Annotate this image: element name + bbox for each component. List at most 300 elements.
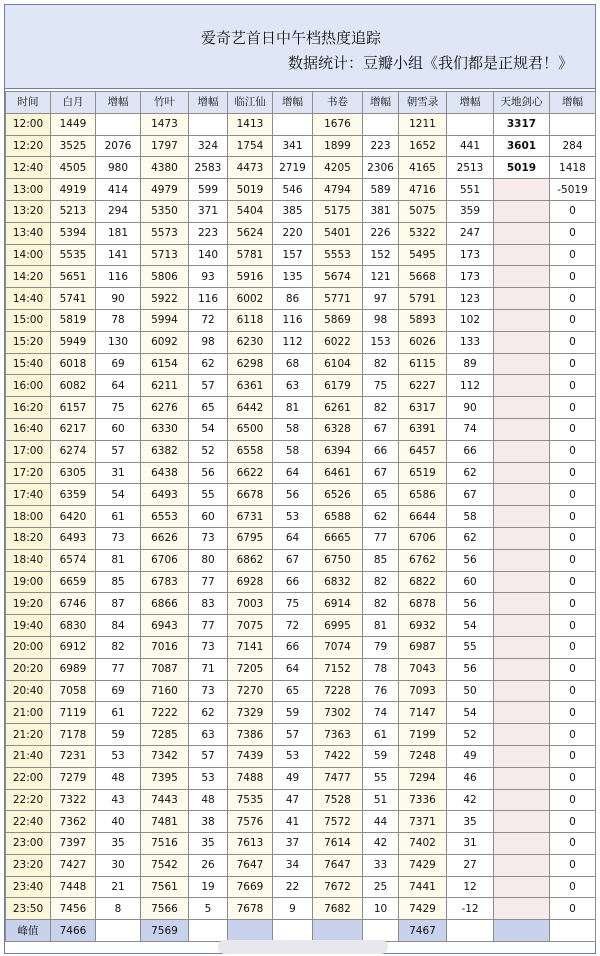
value-cell <box>494 636 550 658</box>
value-cell: 4794 <box>313 179 363 201</box>
value-cell <box>494 767 550 789</box>
value-cell: 58 <box>447 506 494 528</box>
value-cell: 53 <box>273 745 313 767</box>
value-cell: 9 <box>273 898 313 920</box>
value-cell: 97 <box>363 288 399 310</box>
table-row <box>6 506 596 528</box>
value-cell: 589 <box>363 179 399 201</box>
value-cell: 5553 <box>313 244 363 266</box>
table-row <box>6 811 596 833</box>
value-cell: 1413 <box>228 113 273 135</box>
value-cell: 0 <box>550 375 596 397</box>
value-cell: 65 <box>189 397 228 419</box>
value-cell: 56 <box>447 593 494 615</box>
value-cell: 2306 <box>363 157 399 179</box>
value-cell <box>494 571 550 593</box>
value-cell: 4505 <box>51 157 96 179</box>
value-cell: 6588 <box>313 506 363 528</box>
value-cell: 6230 <box>228 331 273 353</box>
value-cell: 5893 <box>399 309 447 331</box>
value-cell: 6574 <box>51 549 96 571</box>
value-cell: 2719 <box>273 157 313 179</box>
value-cell: 371 <box>189 200 228 222</box>
value-cell: 223 <box>363 135 399 157</box>
value-cell: 6420 <box>51 506 96 528</box>
value-cell: 7572 <box>313 811 363 833</box>
value-cell: 6928 <box>228 571 273 593</box>
watermark <box>218 940 388 954</box>
value-cell: 7003 <box>228 593 273 615</box>
time-cell: 16:40 <box>6 418 51 440</box>
value-cell <box>494 179 550 201</box>
value-cell <box>494 898 550 920</box>
time-cell: 20:40 <box>6 680 51 702</box>
value-cell: 6932 <box>399 615 447 637</box>
table-row <box>6 527 596 549</box>
column-header: 增幅 <box>550 92 596 114</box>
value-cell: 6862 <box>228 549 273 571</box>
value-cell: 7647 <box>228 854 273 876</box>
value-cell: 7362 <box>51 811 96 833</box>
value-cell <box>494 527 550 549</box>
value-cell <box>494 266 550 288</box>
value-cell: 37 <box>273 833 313 855</box>
value-cell: 35 <box>447 811 494 833</box>
time-cell: 22:20 <box>6 789 51 811</box>
value-cell: 67 <box>363 462 399 484</box>
value-cell <box>494 745 550 767</box>
value-cell: 3601 <box>494 135 550 157</box>
value-cell: 75 <box>363 375 399 397</box>
table-row <box>6 200 596 222</box>
value-cell: 68 <box>273 353 313 375</box>
value-cell: 93 <box>189 266 228 288</box>
value-cell: 0 <box>550 244 596 266</box>
value-cell: 6914 <box>313 593 363 615</box>
value-cell: 56 <box>447 549 494 571</box>
value-cell: -12 <box>447 898 494 920</box>
value-cell: 0 <box>550 789 596 811</box>
value-cell: 223 <box>189 222 228 244</box>
table-row <box>6 833 596 855</box>
value-cell: 7016 <box>141 636 189 658</box>
value-cell: 7535 <box>228 789 273 811</box>
value-cell: 6157 <box>51 397 96 419</box>
peak-cell <box>273 920 313 942</box>
time-cell: 23:50 <box>6 898 51 920</box>
value-cell: 0 <box>550 309 596 331</box>
value-cell: 5019 <box>494 157 550 179</box>
value-cell: 116 <box>96 266 141 288</box>
value-cell: 7228 <box>313 680 363 702</box>
value-cell: 7074 <box>313 636 363 658</box>
value-cell: 78 <box>96 309 141 331</box>
value-cell: 4716 <box>399 179 447 201</box>
spreadsheet-sheet <box>4 4 596 954</box>
value-cell: 6822 <box>399 571 447 593</box>
value-cell: 3317 <box>494 113 550 135</box>
table-row <box>6 157 596 179</box>
value-cell: 0 <box>550 636 596 658</box>
value-cell: 4205 <box>313 157 363 179</box>
value-cell: 31 <box>96 462 141 484</box>
table-row <box>6 724 596 746</box>
value-cell: 7682 <box>313 898 363 920</box>
value-cell: 65 <box>363 484 399 506</box>
value-cell: 0 <box>550 811 596 833</box>
value-cell: 6762 <box>399 549 447 571</box>
peak-cell: 峰值 <box>6 920 51 942</box>
table-row <box>6 418 596 440</box>
value-cell: 49 <box>447 745 494 767</box>
value-cell: 57 <box>273 724 313 746</box>
value-cell: 6382 <box>141 440 189 462</box>
value-cell: 133 <box>447 331 494 353</box>
value-cell: 48 <box>189 789 228 811</box>
value-cell: 7279 <box>51 767 96 789</box>
value-cell: 82 <box>363 593 399 615</box>
value-cell: 181 <box>96 222 141 244</box>
table-row <box>6 615 596 637</box>
value-cell <box>494 484 550 506</box>
value-cell: 6659 <box>51 571 96 593</box>
value-cell: 0 <box>550 484 596 506</box>
value-cell: 0 <box>550 898 596 920</box>
value-cell <box>494 658 550 680</box>
value-cell: 60 <box>189 506 228 528</box>
value-cell: 51 <box>363 789 399 811</box>
value-cell: 6104 <box>313 353 363 375</box>
value-cell: 4380 <box>141 157 189 179</box>
table-row <box>6 440 596 462</box>
header-row <box>6 92 596 114</box>
value-cell: 62 <box>363 506 399 528</box>
value-cell: 21 <box>96 876 141 898</box>
time-cell: 13:20 <box>6 200 51 222</box>
value-cell: 73 <box>189 636 228 658</box>
peak-cell <box>447 920 494 942</box>
value-cell: 12 <box>447 876 494 898</box>
value-cell <box>494 288 550 310</box>
value-cell: 77 <box>96 658 141 680</box>
value-cell <box>494 876 550 898</box>
time-cell: 19:00 <box>6 571 51 593</box>
time-cell: 18:40 <box>6 549 51 571</box>
column-header: 临江仙 <box>228 92 273 114</box>
value-cell: 63 <box>189 724 228 746</box>
value-cell <box>494 593 550 615</box>
value-cell: 10 <box>363 898 399 920</box>
value-cell: 34 <box>273 854 313 876</box>
value-cell: 5175 <box>313 200 363 222</box>
value-cell: 7178 <box>51 724 96 746</box>
value-cell <box>273 113 313 135</box>
value-cell: 5394 <box>51 222 96 244</box>
peak-cell: 7466 <box>51 920 96 942</box>
time-cell: 19:20 <box>6 593 51 615</box>
value-cell: 6493 <box>51 527 96 549</box>
table-row <box>6 854 596 876</box>
value-cell: 0 <box>550 767 596 789</box>
time-cell: 14:40 <box>6 288 51 310</box>
value-cell: 7302 <box>313 702 363 724</box>
value-cell: 55 <box>363 767 399 789</box>
value-cell: 7443 <box>141 789 189 811</box>
value-cell: 5922 <box>141 288 189 310</box>
value-cell: 61 <box>96 506 141 528</box>
table-row <box>6 266 596 288</box>
value-cell: 55 <box>189 484 228 506</box>
value-cell: 49 <box>273 767 313 789</box>
value-cell: 112 <box>273 331 313 353</box>
value-cell: 6783 <box>141 571 189 593</box>
value-cell: 71 <box>189 658 228 680</box>
value-cell: 6082 <box>51 375 96 397</box>
value-cell: 7222 <box>141 702 189 724</box>
value-cell: 75 <box>273 593 313 615</box>
value-cell: 0 <box>550 593 596 615</box>
value-cell: 5322 <box>399 222 447 244</box>
table-row <box>6 288 596 310</box>
value-cell: 0 <box>550 680 596 702</box>
column-header: 增幅 <box>189 92 228 114</box>
value-cell: 5495 <box>399 244 447 266</box>
value-cell: 6519 <box>399 462 447 484</box>
value-cell: 5781 <box>228 244 273 266</box>
table-row <box>6 658 596 680</box>
value-cell: 7119 <box>51 702 96 724</box>
value-cell <box>494 854 550 876</box>
value-cell: 7528 <box>313 789 363 811</box>
value-cell: 7397 <box>51 833 96 855</box>
value-cell: 74 <box>447 418 494 440</box>
value-cell: 247 <box>447 222 494 244</box>
value-cell <box>494 418 550 440</box>
column-header: 时间 <box>6 92 51 114</box>
value-cell: 599 <box>189 179 228 201</box>
table-row <box>6 767 596 789</box>
value-cell: 57 <box>96 440 141 462</box>
value-cell: 0 <box>550 833 596 855</box>
value-cell: 90 <box>447 397 494 419</box>
value-cell: 64 <box>273 462 313 484</box>
time-cell: 23:00 <box>6 833 51 855</box>
value-cell <box>447 113 494 135</box>
value-cell: 67 <box>273 549 313 571</box>
time-cell: 20:00 <box>6 636 51 658</box>
value-cell: 5 <box>189 898 228 920</box>
value-cell: 5213 <box>51 200 96 222</box>
value-cell: 0 <box>550 549 596 571</box>
time-cell: 17:00 <box>6 440 51 462</box>
value-cell: 116 <box>189 288 228 310</box>
value-cell: 6626 <box>141 527 189 549</box>
value-cell: 77 <box>363 527 399 549</box>
table-row <box>6 113 596 135</box>
value-cell: 82 <box>363 397 399 419</box>
value-cell: 7427 <box>51 854 96 876</box>
value-cell: 98 <box>189 331 228 353</box>
value-cell: 6943 <box>141 615 189 637</box>
value-cell: 0 <box>550 353 596 375</box>
time-cell: 18:20 <box>6 527 51 549</box>
peak-cell <box>96 920 141 942</box>
value-cell: 7336 <box>399 789 447 811</box>
value-cell <box>494 615 550 637</box>
value-cell: 7322 <box>51 789 96 811</box>
value-cell: 7141 <box>228 636 273 658</box>
value-cell: 6750 <box>313 549 363 571</box>
value-cell: 6866 <box>141 593 189 615</box>
value-cell: 381 <box>363 200 399 222</box>
value-cell: 59 <box>363 745 399 767</box>
value-cell: 7342 <box>141 745 189 767</box>
time-cell: 23:20 <box>6 854 51 876</box>
value-cell <box>494 353 550 375</box>
value-cell: 0 <box>550 527 596 549</box>
value-cell <box>494 506 550 528</box>
value-cell: 341 <box>273 135 313 157</box>
table-row <box>6 636 596 658</box>
value-cell: 58 <box>273 440 313 462</box>
value-cell: 0 <box>550 418 596 440</box>
value-cell: 6586 <box>399 484 447 506</box>
value-cell: 73 <box>96 527 141 549</box>
value-cell: 0 <box>550 200 596 222</box>
value-cell: 5401 <box>313 222 363 244</box>
value-cell: 6118 <box>228 309 273 331</box>
value-cell: 83 <box>189 593 228 615</box>
table-row <box>6 789 596 811</box>
table-row <box>6 331 596 353</box>
value-cell: 152 <box>363 244 399 266</box>
time-cell: 15:00 <box>6 309 51 331</box>
value-cell: 135 <box>273 266 313 288</box>
value-cell <box>494 680 550 702</box>
value-cell <box>494 789 550 811</box>
value-cell: 6706 <box>399 527 447 549</box>
value-cell: 50 <box>447 680 494 702</box>
time-cell: 21:20 <box>6 724 51 746</box>
value-cell: 1418 <box>550 157 596 179</box>
value-cell: 6987 <box>399 636 447 658</box>
value-cell: 6622 <box>228 462 273 484</box>
value-cell: 60 <box>96 418 141 440</box>
value-cell: 62 <box>447 462 494 484</box>
value-cell: 5668 <box>399 266 447 288</box>
value-cell: 7488 <box>228 767 273 789</box>
value-cell: 81 <box>273 397 313 419</box>
value-cell: 66 <box>273 571 313 593</box>
value-cell <box>494 309 550 331</box>
value-cell: 73 <box>189 680 228 702</box>
value-cell: 5819 <box>51 309 96 331</box>
value-cell: 141 <box>96 244 141 266</box>
value-cell: 7576 <box>228 811 273 833</box>
table-row <box>6 898 596 920</box>
time-cell: 21:00 <box>6 702 51 724</box>
value-cell: 7422 <box>313 745 363 767</box>
value-cell: 1652 <box>399 135 447 157</box>
value-cell <box>494 397 550 419</box>
value-cell: 85 <box>96 571 141 593</box>
value-cell: 7285 <box>141 724 189 746</box>
value-cell: 173 <box>447 266 494 288</box>
value-cell <box>189 113 228 135</box>
table-row <box>6 745 596 767</box>
value-cell: 7672 <box>313 876 363 898</box>
value-cell: 2076 <box>96 135 141 157</box>
table-row <box>6 375 596 397</box>
table-row <box>6 702 596 724</box>
value-cell: 7075 <box>228 615 273 637</box>
value-cell: 6026 <box>399 331 447 353</box>
value-cell: 4165 <box>399 157 447 179</box>
time-cell: 12:40 <box>6 157 51 179</box>
value-cell <box>550 113 596 135</box>
value-cell: 153 <box>363 331 399 353</box>
value-cell: 54 <box>447 615 494 637</box>
value-cell: 123 <box>447 288 494 310</box>
time-cell: 21:40 <box>6 745 51 767</box>
value-cell: 35 <box>189 833 228 855</box>
time-cell: 12:00 <box>6 113 51 135</box>
value-cell: 56 <box>273 484 313 506</box>
value-cell: 4919 <box>51 179 96 201</box>
value-cell: 5869 <box>313 309 363 331</box>
value-cell: 5651 <box>51 266 96 288</box>
value-cell <box>494 462 550 484</box>
value-cell: 546 <box>273 179 313 201</box>
peak-cell: 7467 <box>399 920 447 942</box>
value-cell <box>494 724 550 746</box>
value-cell: 52 <box>447 724 494 746</box>
value-cell: 6830 <box>51 615 96 637</box>
value-cell: 6394 <box>313 440 363 462</box>
value-cell: 6298 <box>228 353 273 375</box>
value-cell: 6500 <box>228 418 273 440</box>
time-cell: 18:00 <box>6 506 51 528</box>
value-cell: 121 <box>363 266 399 288</box>
value-cell: 6878 <box>399 593 447 615</box>
value-cell: 226 <box>363 222 399 244</box>
value-cell: 414 <box>96 179 141 201</box>
value-cell: 284 <box>550 135 596 157</box>
table-row <box>6 549 596 571</box>
value-cell <box>363 113 399 135</box>
value-cell: 6558 <box>228 440 273 462</box>
value-cell: 0 <box>550 876 596 898</box>
value-cell: 6438 <box>141 462 189 484</box>
value-cell: 79 <box>363 636 399 658</box>
value-cell: 6115 <box>399 353 447 375</box>
value-cell: 6359 <box>51 484 96 506</box>
value-cell: 64 <box>96 375 141 397</box>
value-cell: 294 <box>96 200 141 222</box>
time-cell: 23:40 <box>6 876 51 898</box>
value-cell: 6553 <box>141 506 189 528</box>
time-cell: 13:40 <box>6 222 51 244</box>
value-cell: 102 <box>447 309 494 331</box>
value-cell: 47 <box>273 789 313 811</box>
value-cell: 5916 <box>228 266 273 288</box>
value-cell: 7542 <box>141 854 189 876</box>
value-cell: 7402 <box>399 833 447 855</box>
value-cell: 5404 <box>228 200 273 222</box>
value-cell: 3525 <box>51 135 96 157</box>
value-cell: 5019 <box>228 179 273 201</box>
value-cell: 7614 <box>313 833 363 855</box>
